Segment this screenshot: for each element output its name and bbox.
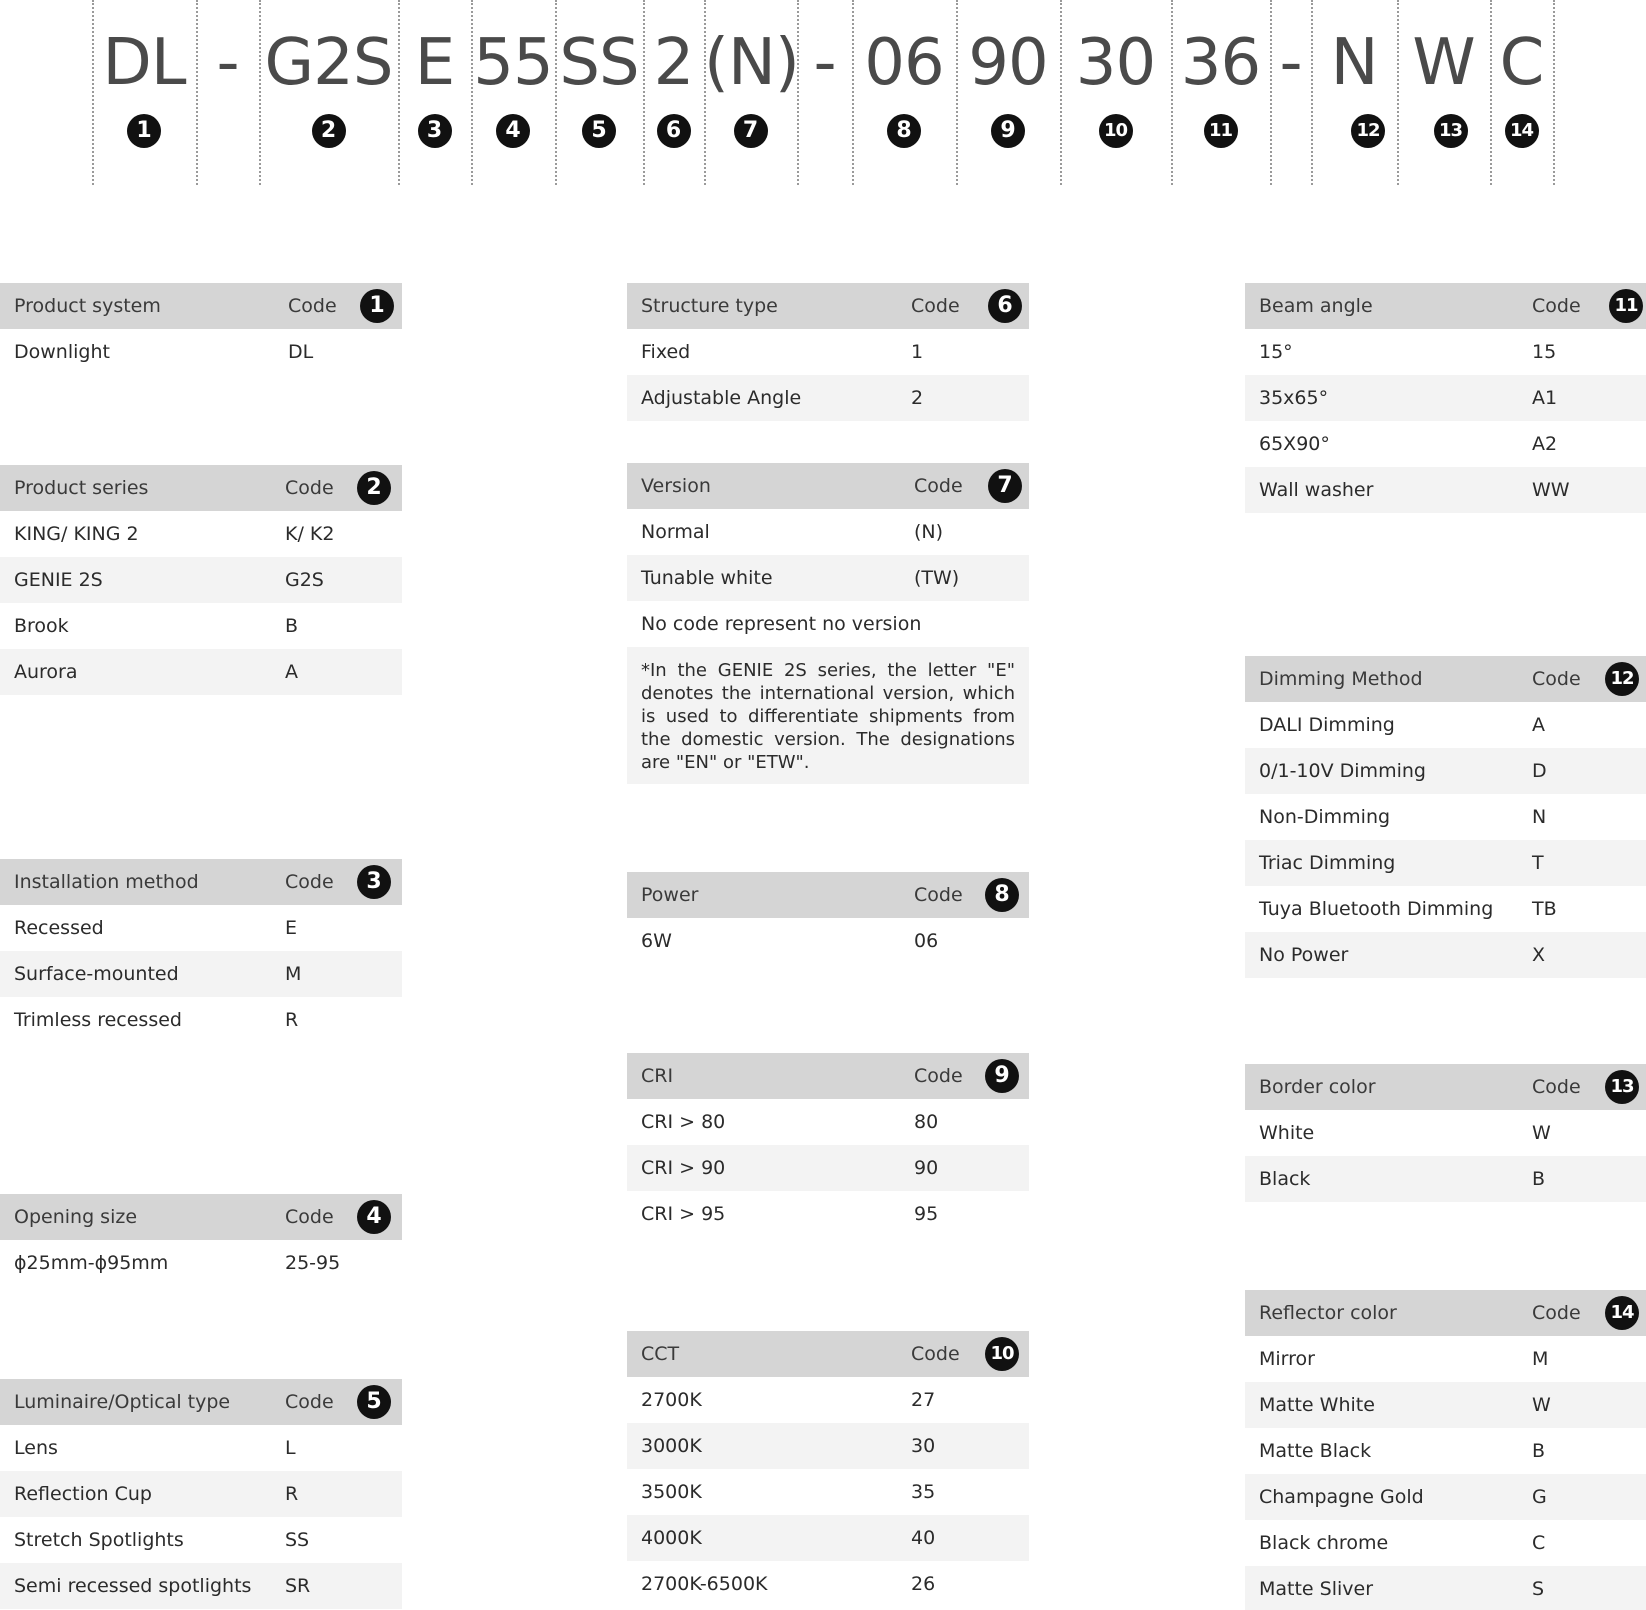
table-header — [627, 872, 1029, 918]
option-code: N — [1532, 806, 1547, 828]
option-name: KING/ KING 2 — [14, 523, 139, 545]
table-title: Beam angle — [1259, 295, 1373, 317]
table-row — [1245, 1110, 1646, 1156]
option-name: Matte Black — [1259, 1440, 1372, 1462]
option-name: No code represent no version — [641, 613, 922, 635]
table-row — [0, 329, 402, 375]
option-code: M — [1532, 1348, 1549, 1370]
option-name: 15° — [1259, 341, 1293, 363]
table-row — [627, 1191, 1029, 1237]
table-title: CCT — [641, 1343, 680, 1365]
option-name: 6W — [641, 930, 672, 952]
opening-size-table — [0, 1194, 402, 1286]
option-code: W — [1532, 1122, 1551, 1144]
product-system-table — [0, 283, 402, 375]
table-number-badge: 2 — [357, 471, 391, 505]
code-segment-text: - — [813, 26, 836, 100]
code-column-label: Code — [288, 295, 337, 317]
table-row — [627, 918, 1029, 964]
code-segment-text: 06 — [864, 26, 944, 100]
table-row — [1245, 1474, 1646, 1520]
option-name: 4000K — [641, 1527, 702, 1549]
table-row — [1245, 932, 1646, 978]
segment-number-badge: 1 — [127, 114, 161, 148]
table-row — [1245, 1156, 1646, 1202]
table-row — [627, 329, 1029, 375]
table-row — [0, 649, 402, 695]
option-name: Recessed — [14, 917, 104, 939]
segment-number-badge: 8 — [887, 114, 921, 148]
table-row — [1245, 886, 1646, 932]
table-row — [0, 997, 402, 1043]
table-row — [1245, 375, 1646, 421]
table-header — [0, 465, 402, 511]
code-segment-6 — [643, 0, 704, 185]
option-code: G — [1532, 1486, 1547, 1508]
option-name: Matte White — [1259, 1394, 1375, 1416]
option-name: 65X90° — [1259, 433, 1330, 455]
code-column-label: Code — [911, 1343, 960, 1365]
code-segment-12 — [1311, 0, 1397, 185]
table-number-badge: 5 — [357, 1385, 391, 1419]
table-row — [627, 509, 1029, 555]
option-code: WW — [1532, 479, 1570, 501]
option-name: 3000K — [641, 1435, 702, 1457]
code-segment-7 — [704, 0, 797, 185]
code-segment-text: N — [1330, 26, 1378, 100]
option-name: White — [1259, 1122, 1315, 1144]
table-header — [0, 283, 402, 329]
segment-number-badge: 7 — [734, 114, 768, 148]
option-name: CRI > 95 — [641, 1203, 726, 1225]
table-number-badge: 7 — [988, 469, 1022, 503]
code-segment-text: SS — [559, 26, 639, 100]
table-number-badge: 10 — [985, 1337, 1019, 1371]
option-name: Stretch Spotlights — [14, 1529, 184, 1551]
table-row — [1245, 748, 1646, 794]
code-segment-text: - — [1279, 26, 1302, 100]
table-row — [1245, 421, 1646, 467]
option-name: Normal — [641, 521, 710, 543]
option-code: 30 — [911, 1435, 936, 1457]
code-segment-text: G2S — [264, 26, 393, 100]
code-column-label: Code — [1532, 1076, 1581, 1098]
option-code: (TW) — [914, 567, 960, 589]
code-segment-10 — [1060, 0, 1171, 185]
code-column-label: Code — [285, 1206, 334, 1228]
table-row — [627, 1469, 1029, 1515]
segment-number-badge: 11 — [1204, 114, 1238, 148]
code-segment-13 — [1397, 0, 1490, 185]
segment-number-badge: 9 — [991, 114, 1025, 148]
table-row — [1245, 1336, 1646, 1382]
option-name: Downlight — [14, 341, 110, 363]
code-segment-2 — [259, 0, 398, 185]
option-code: X — [1532, 944, 1546, 966]
option-code: T — [1532, 852, 1544, 874]
code-segment-text: 90 — [968, 26, 1048, 100]
option-code: A — [285, 661, 298, 683]
segment-number-badge: 5 — [582, 114, 616, 148]
option-code: R — [285, 1009, 299, 1031]
option-name: Semi recessed spotlights — [14, 1575, 252, 1597]
table-header — [627, 1331, 1029, 1377]
code-segment-text: 30 — [1075, 26, 1156, 100]
power-table — [627, 872, 1029, 964]
option-code: 25-95 — [285, 1252, 341, 1274]
option-code: B — [1532, 1440, 1546, 1462]
option-code: 95 — [914, 1203, 939, 1225]
table-row — [1245, 467, 1646, 513]
table-row — [1245, 794, 1646, 840]
table-row — [0, 1425, 402, 1471]
option-code: 15 — [1532, 341, 1557, 363]
table-header — [1245, 656, 1646, 702]
option-name: Lens — [14, 1437, 58, 1459]
option-name: Reflection Cup — [14, 1483, 152, 1505]
table-row — [0, 511, 402, 557]
table-number-badge: 11 — [1609, 289, 1643, 323]
code-segment-text: W — [1412, 26, 1475, 100]
option-name: Black chrome — [1259, 1532, 1389, 1554]
table-row — [0, 1471, 402, 1517]
cct-table — [627, 1331, 1029, 1607]
code-column-label: Code — [914, 475, 963, 497]
option-name: CRI > 80 — [641, 1111, 726, 1133]
option-code: D — [1532, 760, 1547, 782]
border-color-table — [1245, 1064, 1646, 1202]
option-name: Wall washer — [1259, 479, 1374, 501]
table-row — [1245, 1520, 1646, 1566]
code-segment-text: - — [216, 26, 239, 100]
table-header — [627, 463, 1029, 509]
table-row — [627, 1515, 1029, 1561]
option-code: DL — [288, 341, 314, 363]
option-name: 35x65° — [1259, 387, 1329, 409]
code-segment-9 — [956, 0, 1060, 185]
table-title: Structure type — [641, 295, 778, 317]
table-row — [1245, 1566, 1646, 1610]
table-row — [627, 1423, 1029, 1469]
option-code: SR — [285, 1575, 311, 1597]
option-code: 40 — [911, 1527, 936, 1549]
segment-number-badge: 12 — [1351, 114, 1385, 148]
code-segment-3 — [398, 0, 471, 185]
table-row — [1245, 1428, 1646, 1474]
code-column-label: Code — [1532, 668, 1581, 690]
option-name: Triac Dimming — [1259, 852, 1396, 874]
option-code: 2 — [911, 387, 924, 409]
optical-type-table — [0, 1379, 402, 1609]
code-segment-text: 55 — [473, 26, 553, 100]
option-code: B — [1532, 1168, 1546, 1190]
segment-number-badge: 2 — [312, 114, 346, 148]
option-name: DALI Dimming — [1259, 714, 1395, 736]
option-name: 3500K — [641, 1481, 702, 1503]
option-code: L — [285, 1437, 296, 1459]
option-code: R — [285, 1483, 299, 1505]
table-row — [627, 601, 1029, 647]
option-name: 0/1-10V Dimming — [1259, 760, 1426, 782]
table-number-badge: 6 — [988, 289, 1022, 323]
option-name: Trimless recessed — [14, 1009, 182, 1031]
segment-number-badge: 14 — [1505, 114, 1539, 148]
table-number-badge: 14 — [1605, 1296, 1639, 1330]
option-name: Tuya Bluetooth Dimming — [1259, 898, 1494, 920]
segment-number-badge: 6 — [657, 114, 691, 148]
option-code: E — [285, 917, 298, 939]
code-dash — [196, 0, 259, 185]
code-column-label: Code — [914, 1065, 963, 1087]
option-code: 27 — [911, 1389, 936, 1411]
option-name: Surface-mounted — [14, 963, 179, 985]
table-row — [1245, 1382, 1646, 1428]
code-segment-4 — [471, 0, 555, 185]
option-name: Adjustable Angle — [641, 387, 802, 409]
table-title: Reflector color — [1259, 1302, 1397, 1324]
code-segment-text: E — [414, 26, 455, 100]
option-code: (N) — [914, 521, 944, 543]
option-code: A1 — [1532, 387, 1558, 409]
table-row — [0, 1563, 402, 1609]
table-header — [1245, 1290, 1646, 1336]
table-title: Dimming Method — [1259, 668, 1423, 690]
option-code: SS — [285, 1529, 310, 1551]
code-column-label: Code — [914, 884, 963, 906]
option-name: Aurora — [14, 661, 78, 683]
code-dash — [1270, 0, 1311, 185]
code-column-label: Code — [285, 871, 334, 893]
option-code: TB — [1532, 898, 1557, 920]
code-segment-1 — [92, 0, 196, 185]
installation-method-table — [0, 859, 402, 1043]
code-column-label: Code — [285, 1391, 334, 1413]
table-header — [1245, 1064, 1646, 1110]
code-column-label: Code — [911, 295, 960, 317]
dimming-method-table — [1245, 656, 1646, 978]
code-segment-text: C — [1499, 26, 1544, 100]
table-number-badge: 3 — [357, 865, 391, 899]
table-number-badge: 13 — [1605, 1070, 1639, 1104]
code-segment-14 — [1490, 0, 1553, 185]
code-column-label: Code — [1532, 295, 1581, 317]
option-code: 80 — [914, 1111, 939, 1133]
version-footnote: *In the GENIE 2S series, the letter "E" denotes the international version, which is used to differentiate shipments from the domestic version. The designations are "EN" or "ETW". — [627, 647, 1029, 784]
product-series-table — [0, 465, 402, 695]
table-row — [627, 1377, 1029, 1423]
option-name: CRI > 90 — [641, 1157, 726, 1179]
table-title: Border color — [1259, 1076, 1376, 1098]
segment-number-badge: 13 — [1434, 114, 1468, 148]
option-code: 1 — [911, 341, 924, 363]
segment-number-badge: 3 — [418, 114, 452, 148]
table-row — [1245, 329, 1646, 375]
table-title: Product series — [14, 477, 149, 499]
table-row — [0, 905, 402, 951]
option-code: 90 — [914, 1157, 939, 1179]
table-number-badge: 8 — [985, 878, 1019, 912]
option-code: W — [1532, 1394, 1551, 1416]
table-header — [627, 283, 1029, 329]
option-code: 06 — [914, 930, 939, 952]
table-row — [0, 951, 402, 997]
table-number-badge: 4 — [357, 1200, 391, 1234]
option-code: A — [1532, 714, 1545, 736]
option-code: A2 — [1532, 433, 1558, 455]
option-code: M — [285, 963, 302, 985]
option-name: GENIE 2S — [14, 569, 103, 591]
table-title: Product system — [14, 295, 161, 317]
product-code-breakdown — [0, 0, 1646, 190]
code-dash — [797, 0, 852, 185]
table-header — [0, 859, 402, 905]
code-segment-text: (N) — [704, 26, 799, 100]
cri-table — [627, 1053, 1029, 1237]
table-row — [627, 1145, 1029, 1191]
table-row — [0, 1517, 402, 1563]
table-row — [627, 555, 1029, 601]
option-code: 35 — [911, 1481, 936, 1503]
option-name: Non-Dimming — [1259, 806, 1391, 828]
code-segment-8 — [852, 0, 956, 185]
table-title: CRI — [641, 1065, 674, 1087]
reflector-color-table — [1245, 1290, 1646, 1610]
table-row — [0, 603, 402, 649]
code-segment-text: 36 — [1180, 26, 1261, 100]
table-row — [627, 1561, 1029, 1607]
code-column-label: Code — [285, 477, 334, 499]
table-number-badge: 9 — [985, 1059, 1019, 1093]
beam-angle-table — [1245, 283, 1646, 513]
option-code: B — [285, 615, 299, 637]
option-name: ϕ25mm-ϕ95mm — [14, 1252, 169, 1274]
option-name: Matte Sliver — [1259, 1578, 1374, 1600]
table-row — [0, 1240, 402, 1286]
option-code: G2S — [285, 569, 324, 591]
code-segment-5 — [555, 0, 643, 185]
option-name: Brook — [14, 615, 69, 637]
table-row — [0, 557, 402, 603]
table-row — [627, 1099, 1029, 1145]
option-code: 26 — [911, 1573, 936, 1595]
table-number-badge: 12 — [1605, 662, 1639, 696]
segment-number-badge: 10 — [1099, 114, 1133, 148]
version-table — [627, 463, 1029, 784]
table-title: Version — [641, 475, 711, 497]
option-name: 2700K-6500K — [641, 1573, 768, 1595]
table-title: Luminaire/Optical type — [14, 1391, 231, 1413]
option-name: Champagne Gold — [1259, 1486, 1424, 1508]
table-header — [627, 1053, 1029, 1099]
option-code: S — [1532, 1578, 1545, 1600]
separator — [1553, 0, 1555, 185]
option-code: K/ K2 — [285, 523, 335, 545]
table-header — [0, 1379, 402, 1425]
code-segment-text: DL — [102, 26, 186, 100]
code-segment-11 — [1171, 0, 1270, 185]
code-segment-text: 2 — [653, 26, 694, 100]
option-name: 2700K — [641, 1389, 702, 1411]
option-name: Tunable white — [641, 567, 773, 589]
option-name: Black — [1259, 1168, 1311, 1190]
option-name: Fixed — [641, 341, 691, 363]
code-column-label: Code — [1532, 1302, 1581, 1324]
table-number-badge: 1 — [360, 289, 394, 323]
table-title: Power — [641, 884, 699, 906]
table-row — [1245, 840, 1646, 886]
option-code: C — [1532, 1532, 1546, 1554]
structure-type-table — [627, 283, 1029, 421]
option-name: No Power — [1259, 944, 1349, 966]
table-header — [1245, 283, 1646, 329]
option-name: Mirror — [1259, 1348, 1315, 1370]
segment-number-badge: 4 — [496, 114, 530, 148]
table-title: Opening size — [14, 1206, 138, 1228]
table-header — [0, 1194, 402, 1240]
table-title: Installation method — [14, 871, 199, 893]
table-row — [1245, 702, 1646, 748]
table-row — [627, 375, 1029, 421]
